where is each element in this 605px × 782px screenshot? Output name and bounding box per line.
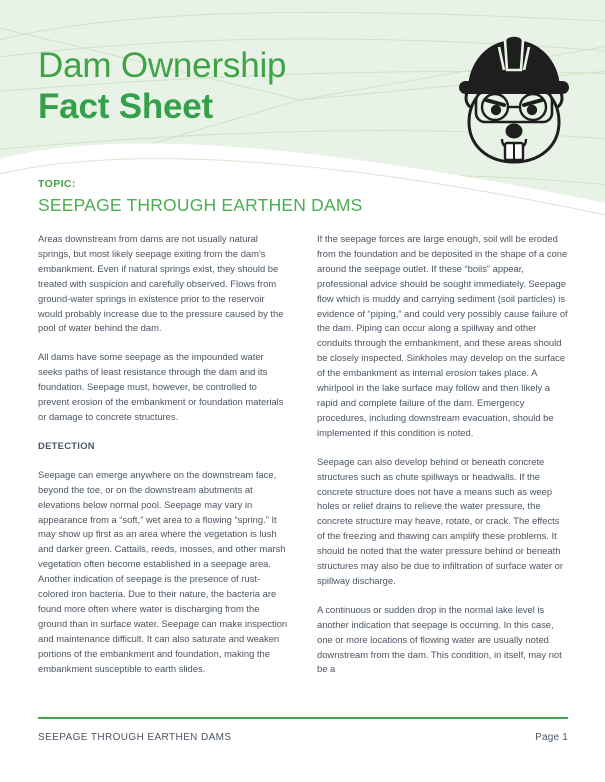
footer-page-number: Page 1: [535, 732, 568, 743]
paragraph: A continuous or sudden drop in the normal lake level is another indication that seepage is occurring. In this case, one or more locations of flowing water are usually noted downstream from the dam. This condition, in itself, may not be a: [317, 603, 562, 675]
paragraph: Seepage can also develop behind or beneath concrete structures such as chute spillways or headwalls. If the concrete structure does not have a means such as weep holes or relief drains to relieve the water pressure, the concrete structure may heave, rotate, or crack. The effects of the freezing and thawing can amplify these problems. It should be noted that the water pressure behind or beneath structures may also be due to infiltration of surface water or spillway discharge.: [317, 455, 563, 586]
section-heading-detection: DETECTION: [38, 439, 95, 451]
left-column: [38, 232, 289, 677]
topic-block: [38, 178, 363, 216]
topic-label: TOPIC:: [38, 178, 76, 190]
beaver-hardhat-mascot-icon: [455, 28, 573, 170]
title-line-one: Dam Ownership: [38, 46, 287, 85]
topic-title: SEEPAGE THROUGH EARTHEN DAMS: [38, 195, 363, 215]
page-title: [38, 48, 286, 124]
paragraph: Seepage can emerge anywhere on the downstream face, beyond the toe, or on the downstream abutments at elevations below normal pool. Seepage may vary in appearance from a “soft,” wet area to a flowing “spring.” It may show up first as an area where the vegetation is lush and darker green. Cattails, reeds, mosses, and other marsh vegetation often become established in a seepage area. Another indication of seepage is the presence of rust-colored iron bacteria. Due to their nature, the bacteria are found more often where water is discharging from the ground than in surface water. Seepage can make inspection and maintenance difficult. It can also saturate and weaken portions of the embankment and foundation, making the embankment susceptible to earth slides.: [38, 468, 288, 674]
footer-divider: [38, 717, 568, 719]
page-footer: [38, 732, 568, 743]
title-line-two: Fact Sheet: [38, 87, 213, 126]
paragraph: All dams have some seepage as the impounded water seeks paths of least resistance through the dam and its foundation. Seepage must, however, be controlled to prevent erosion of the embankment or foundation materials or damage to concrete structures.: [38, 351, 284, 422]
footer-title: SEEPAGE THROUGH EARTHEN DAMS: [38, 732, 232, 743]
article-body: [38, 232, 568, 677]
paragraph: Areas downstream from dams are not usually natural springs, but most likely seepage exiting from the dam's embankment. Even if natural springs exist, they should be treated with suspicion and carefully observed. Flows from ground-water springs in existence prior to the reservoir would probably increase due to the pressure caused by the pool of water behind the dam.: [38, 233, 284, 334]
paragraph: If the seepage forces are large enough, soil will be eroded from the foundation and be deposited in the shape of a cone around the seepage outlet. If these “boils” appear, professional advice should be sought immediately. Seepage flow which is muddy and carrying sediment (soil particles) is evidence of “piping,” and could very possibly cause failure of the dam. Piping can occur along a spillway and other conduits through the embankment, and these areas should be closely inspected. Sinkholes may develop on the surface of the embankment as internal erosion takes place. A whirlpool in the lake surface may follow and then likely a rapid and complete failure of the dam. Emergency procedures, including downstream evacuation, should be implemented if this condition is noted.: [317, 233, 568, 438]
right-column: [317, 232, 568, 677]
